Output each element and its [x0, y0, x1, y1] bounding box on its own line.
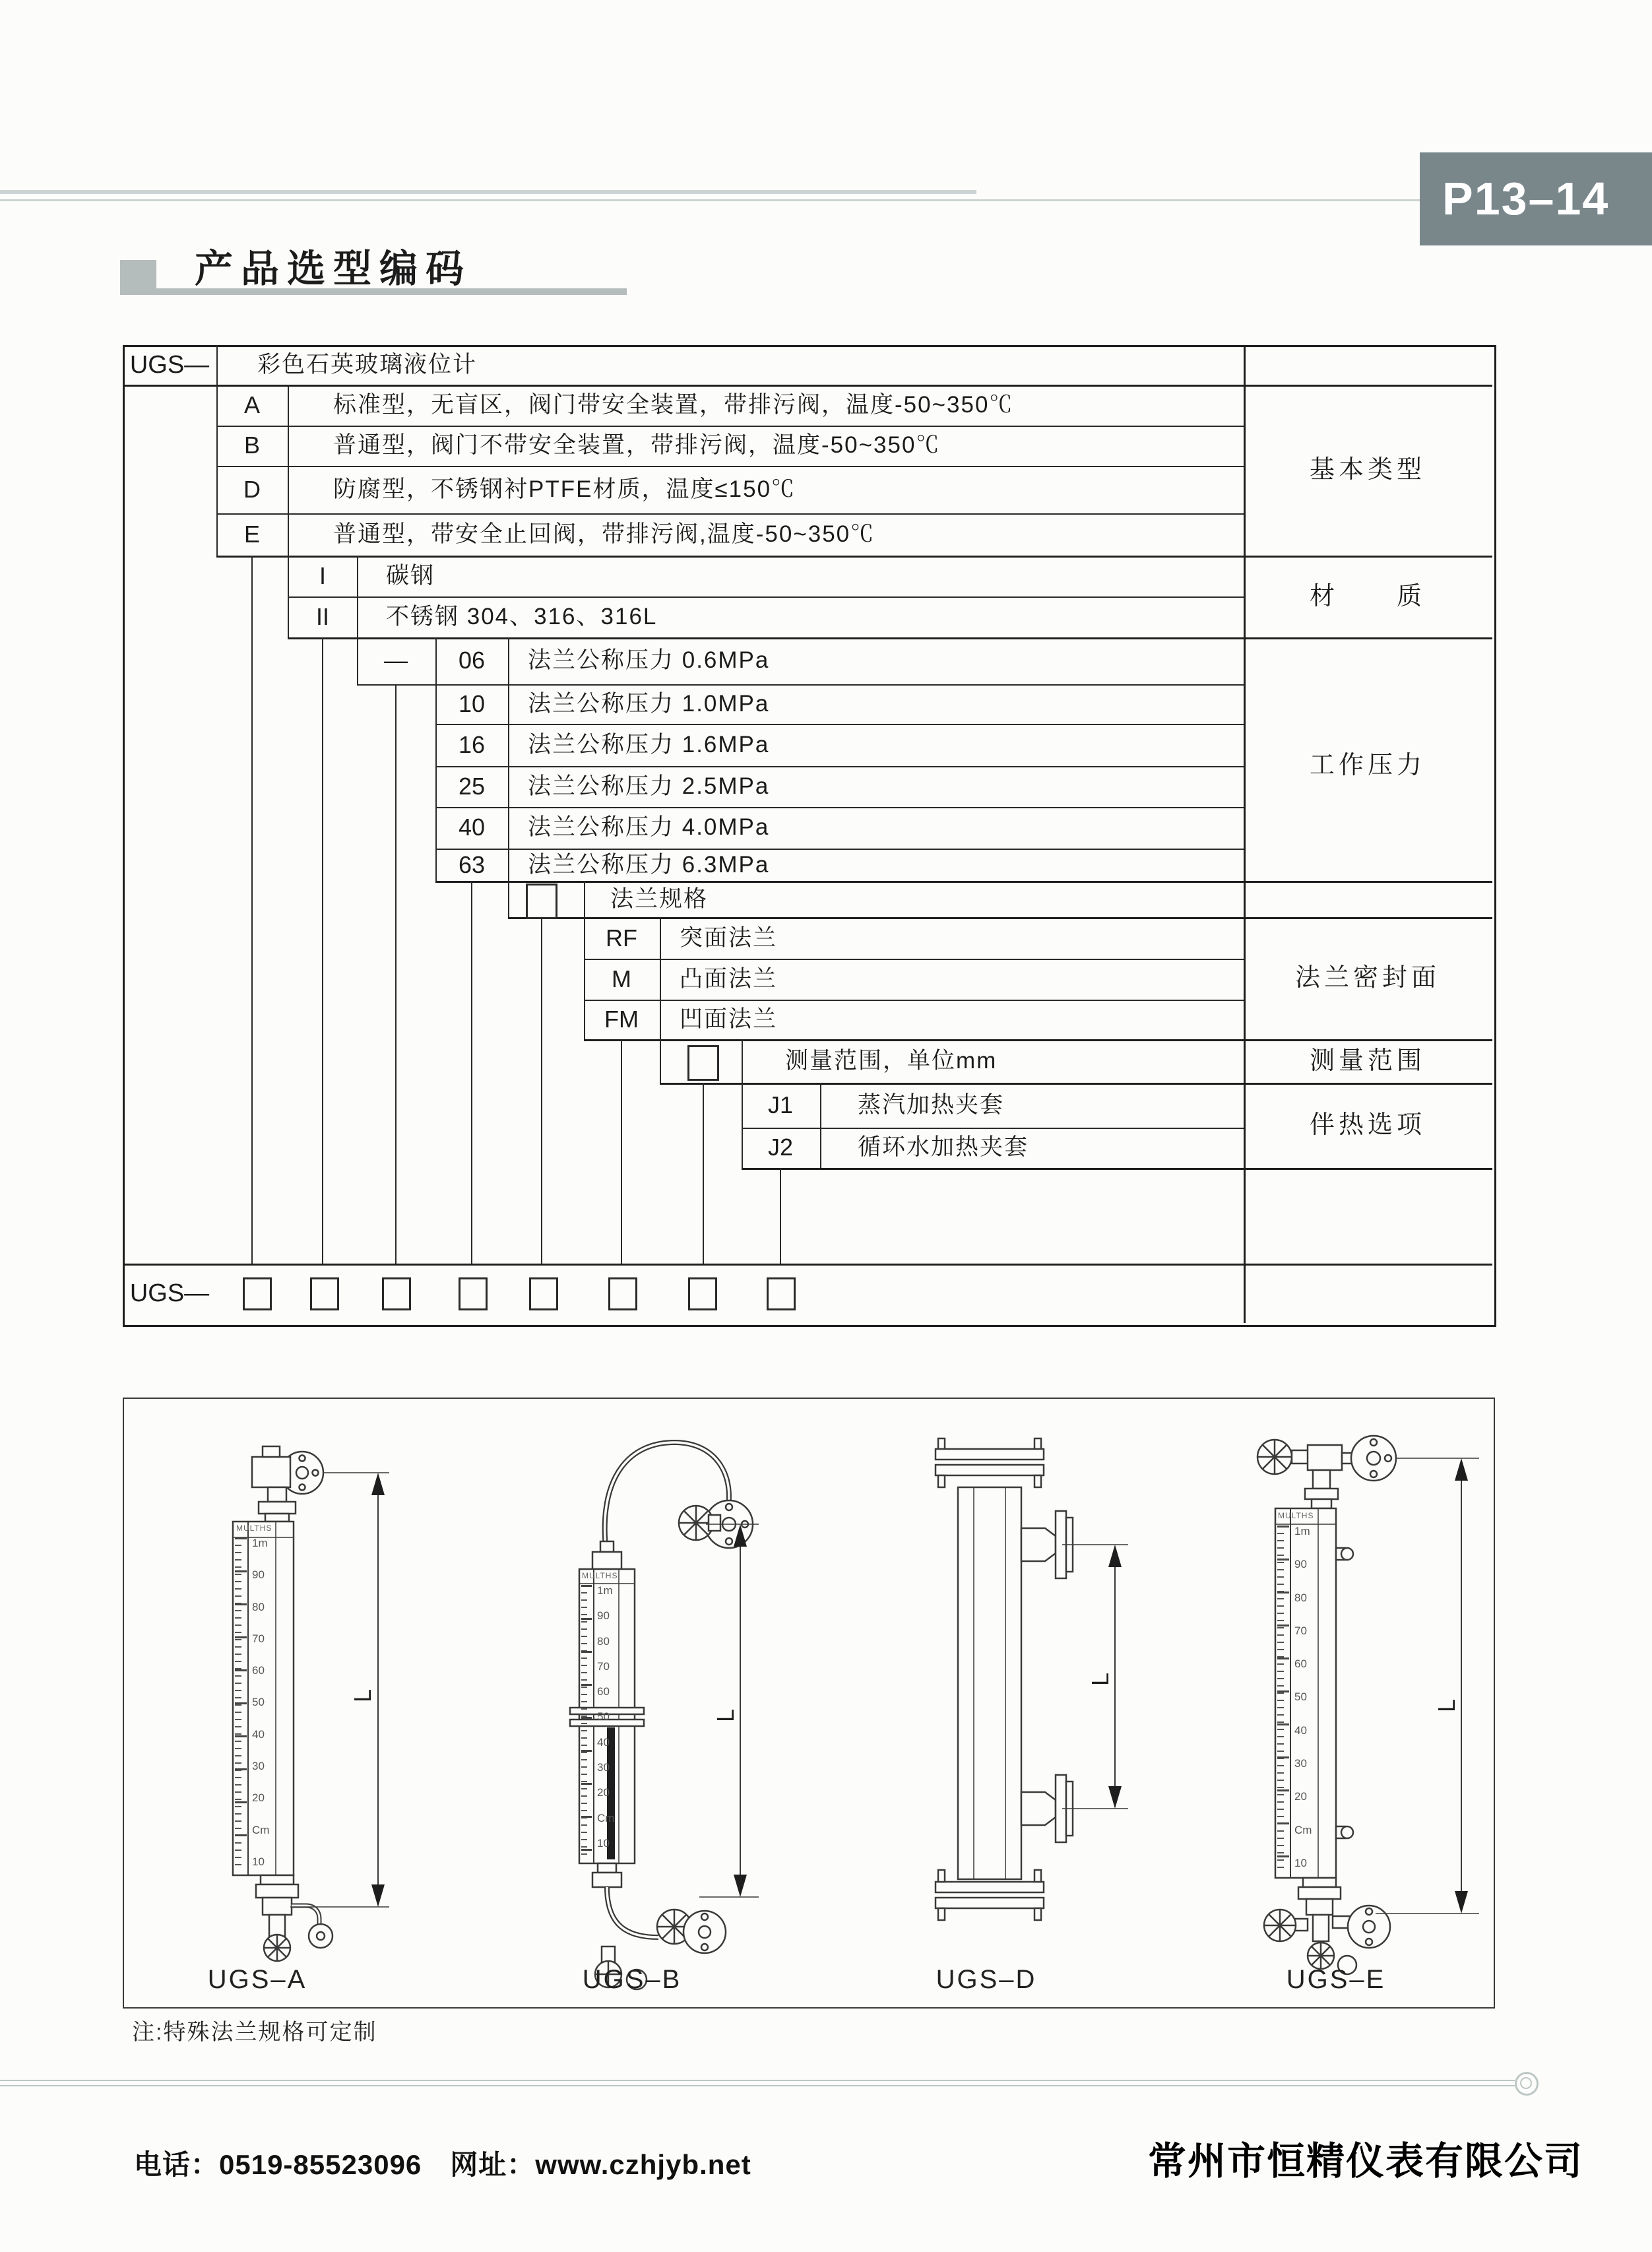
scale-mark: 60 [1294, 1657, 1307, 1671]
scale-mark: 1m [597, 1584, 613, 1597]
table-line [584, 1000, 1244, 1001]
flange-spec-checkbox [526, 884, 557, 919]
table-line [508, 917, 1492, 919]
panel-note: 注:特殊法兰规格可定制 [132, 2020, 377, 2045]
scale-mark: 20 [252, 1791, 265, 1805]
footer-rule-bottom [0, 2085, 1515, 2086]
scale-mark: Cm [1294, 1823, 1312, 1836]
footer-contact: 电话：0519-85523096 网址：www.czhjyb.net [134, 2149, 751, 2180]
scale-mark: 80 [597, 1634, 610, 1648]
dash-code: — [384, 647, 408, 674]
code-descender [541, 917, 542, 1264]
material-desc: 不锈钢 304、316、316L [386, 604, 658, 629]
sealing-code: M [612, 965, 631, 992]
dimension-label: L [1087, 1672, 1114, 1686]
table-line [435, 724, 1244, 725]
scale-mark: 1m [252, 1537, 268, 1549]
dimension-label: L [712, 1708, 739, 1722]
sealing-desc: 凹面法兰 [680, 1006, 778, 1032]
dimension-label: L [349, 1689, 376, 1702]
header-rule-thick [0, 190, 976, 194]
ruler-ticks [581, 1585, 592, 1855]
gauge-drawing-ugs-e [1234, 1412, 1498, 1993]
pressure-desc: 法兰公称压力 6.3MPa [528, 852, 770, 878]
gauge-label-ugs-a: UGS–A [207, 1965, 307, 1994]
type-desc: 普通型，阀门不带安全装置，带排污阀，温度-50~350℃ [333, 432, 941, 458]
scale-mark: 50 [252, 1696, 265, 1709]
code-descender [251, 556, 253, 1264]
scale-marks [597, 1585, 626, 1849]
table-line [216, 426, 1244, 427]
pressure-desc: 法兰公称压力 0.6MPa [528, 647, 770, 673]
scale-mark: 90 [1294, 1558, 1307, 1571]
code-slot [382, 1277, 411, 1310]
category-basic: 基本类型 [1309, 456, 1426, 484]
category-pressure: 工作压力 [1309, 752, 1426, 779]
category-heating: 伴热选项 [1309, 1111, 1426, 1139]
scale-mark: 1m [1294, 1525, 1310, 1537]
ruler-ticks [235, 1537, 247, 1867]
scale-mark: 50 [1294, 1690, 1307, 1704]
table-line [435, 637, 437, 881]
sealing-code: RF [606, 924, 637, 951]
type-desc: 普通型，带安全止回阀，带排污阀,温度-50~350℃ [333, 521, 875, 547]
material-code: I [319, 562, 327, 589]
code-descender [621, 1039, 622, 1264]
page-number-box [1420, 152, 1652, 245]
tube-brand: MULTHS [582, 1571, 618, 1580]
type-desc: 防腐型，不锈钢衬PTFE材质，温度≤150℃ [333, 476, 796, 502]
table-line [584, 881, 585, 1039]
table-line [216, 556, 1492, 558]
table-line [123, 1264, 1492, 1266]
type-code: A [243, 391, 261, 418]
code-slot [310, 1277, 339, 1310]
code-descender [395, 684, 397, 1264]
table-line [660, 917, 661, 1083]
tube-brand: MULTHS [1278, 1511, 1314, 1520]
ruler-ticks [1277, 1526, 1289, 1869]
table-line [288, 385, 289, 637]
scale-mark: 60 [252, 1664, 265, 1677]
sealing-desc: 突面法兰 [680, 925, 778, 951]
table-line [357, 556, 358, 684]
scale-mark: 20 [597, 1786, 610, 1799]
sealing-desc: 凸面法兰 [680, 966, 778, 992]
footer-rule-top [0, 2080, 1515, 2081]
scale-marks [1294, 1526, 1323, 1869]
table-line [584, 959, 1244, 960]
scale-mark: Cm [597, 1811, 615, 1824]
heating-desc: 循环水加热夹套 [858, 1134, 1029, 1160]
code-slot [529, 1277, 558, 1310]
gauge-drawing-ugs-b [501, 1412, 765, 1993]
range-label: 测量范围，单位mm [785, 1048, 998, 1074]
scale-mark: 80 [1294, 1591, 1307, 1604]
scale-mark: 70 [597, 1659, 610, 1673]
pressure-desc: 法兰公称压力 1.6MPa [528, 732, 770, 757]
pressure-code: 40 [458, 814, 486, 841]
code-table [123, 345, 1496, 1327]
type-code: D [243, 476, 261, 503]
code-descender [471, 881, 472, 1264]
table-line [216, 345, 218, 556]
code-slot [243, 1277, 272, 1310]
pressure-code: 16 [458, 731, 486, 758]
header-rule-thin [0, 199, 1420, 201]
table-line [435, 766, 1244, 767]
scale-mark: 40 [1294, 1723, 1307, 1737]
scale-mark: 30 [597, 1761, 610, 1774]
table-line [584, 1039, 1492, 1041]
pressure-code: 10 [458, 690, 486, 717]
table-line [357, 684, 1244, 686]
category-sealing: 法兰密封面 [1294, 964, 1441, 992]
product-name: 彩色石英玻璃液位计 [257, 352, 478, 377]
code-slot [688, 1277, 717, 1310]
category-divider [1244, 345, 1246, 1323]
sealing-code: FM [604, 1006, 639, 1033]
heating-code: J1 [767, 1091, 794, 1118]
scale-mark: Cm [252, 1823, 270, 1836]
scale-mark: 10 [597, 1836, 610, 1850]
table-line [288, 596, 1244, 598]
gauge-label-ugs-d: UGS–D [936, 1965, 1037, 1994]
dimension-label: L [1433, 1698, 1460, 1712]
pressure-desc: 法兰公称压力 2.5MPa [528, 773, 770, 799]
heating-desc: 蒸汽加热夹套 [858, 1092, 1005, 1118]
gauge-drawing-ugs-d [897, 1412, 1174, 1979]
scale-mark: 90 [597, 1609, 610, 1623]
scale-mark: 20 [1294, 1790, 1307, 1803]
scale-mark: 80 [252, 1600, 265, 1613]
pressure-desc: 法兰公称压力 4.0MPa [528, 814, 770, 840]
type-desc: 标准型，无盲区，阀门带安全装置，带排污阀，温度-50~350℃ [333, 392, 1014, 418]
gauge-drawing-ugs-a [191, 1412, 409, 1960]
table-line [123, 385, 1492, 387]
table-line [508, 637, 509, 917]
pressure-desc: 法兰公称压力 1.0MPa [528, 691, 770, 717]
page-number: P13–14 [1442, 173, 1610, 224]
material-code: II [315, 603, 330, 630]
gauge-label-ugs-b: UGS–B [582, 1965, 682, 1994]
model-prefix: UGS— [129, 351, 210, 379]
table-line [742, 1168, 1492, 1170]
table-line [742, 1039, 743, 1168]
company-name: 常州市恒精仪表有限公司 [1147, 2140, 1583, 2183]
scale-mark: 90 [252, 1568, 265, 1582]
code-slot [608, 1277, 637, 1310]
table-line [435, 807, 1244, 808]
scale-mark: 30 [252, 1760, 265, 1773]
material-desc: 碳钢 [386, 563, 435, 589]
page-title: 产品选型编码 [195, 247, 472, 290]
code-slot [459, 1277, 488, 1310]
flange-spec-label: 法兰规格 [610, 886, 709, 912]
pressure-code: 63 [458, 851, 486, 878]
footer-ring-inner [1520, 2077, 1532, 2089]
code-descender [322, 637, 323, 1264]
scale-mark: 30 [1294, 1757, 1307, 1770]
tube-brand: MULTHS [236, 1524, 272, 1533]
table-line [216, 513, 1244, 515]
scale-mark: 40 [252, 1727, 265, 1741]
scale-mark: 70 [1294, 1624, 1307, 1637]
heating-code: J2 [767, 1134, 794, 1161]
code-descender [703, 1083, 704, 1264]
pressure-code: 25 [458, 773, 486, 800]
type-code: B [243, 432, 261, 459]
code-descender [780, 1168, 781, 1264]
type-code: E [243, 521, 261, 548]
scale-mark: 10 [252, 1855, 265, 1868]
table-line [820, 1083, 821, 1168]
table-line [742, 1128, 1244, 1129]
code-slot [767, 1277, 796, 1310]
category-range: 测量范围 [1309, 1047, 1426, 1075]
table-line [288, 637, 1492, 639]
gauge-label-ugs-e: UGS–E [1286, 1965, 1386, 1994]
bottom-model-prefix: UGS— [129, 1279, 210, 1307]
table-line [660, 1083, 1492, 1085]
table-line [216, 466, 1244, 467]
range-checkbox [687, 1045, 719, 1081]
scale-mark: 70 [252, 1632, 265, 1645]
scale-mark: 10 [1294, 1856, 1307, 1869]
scale-mark: 60 [597, 1685, 610, 1698]
category-material: 材 质 [1309, 583, 1426, 610]
scale-mark: 50 [597, 1710, 610, 1723]
scale-mark: 40 [597, 1735, 610, 1749]
scale-marks [252, 1537, 281, 1867]
pressure-code: 06 [458, 647, 486, 674]
